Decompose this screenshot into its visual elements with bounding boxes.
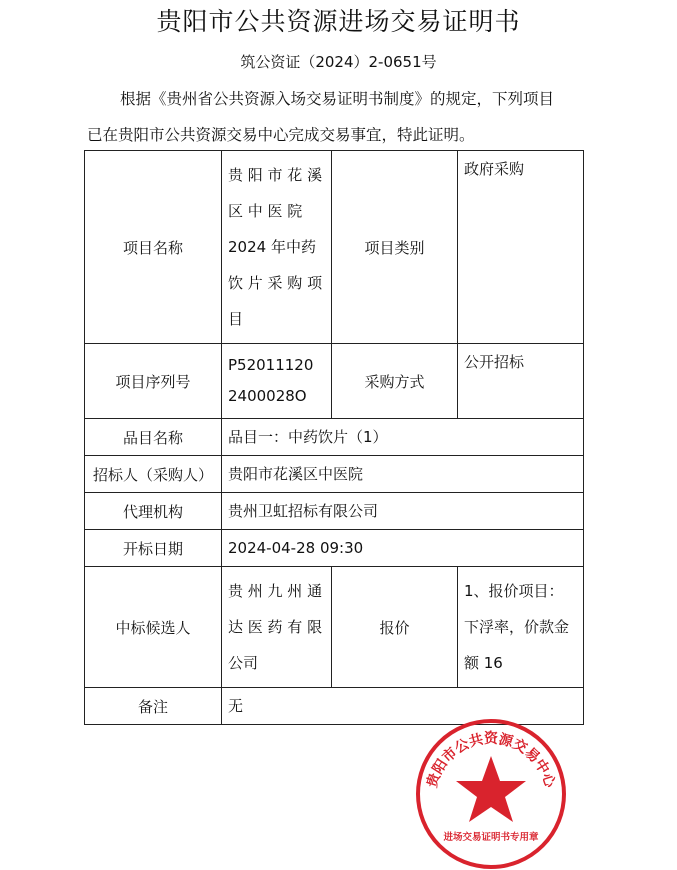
serial-line: P52011120: [228, 356, 314, 374]
agent-value: 贵州卫虹招标有限公司: [222, 493, 584, 530]
seal-ring-text: 贵阳市公共资源交易中心: [424, 731, 558, 790]
project-name-line: 饮 片 采 购 项: [228, 274, 323, 292]
open-date-label: 开标日期: [85, 530, 222, 567]
serial-line: 2400028O: [228, 387, 307, 405]
winner-line: 贵 州 九 州 通: [228, 582, 323, 600]
price-value: [458, 567, 584, 688]
tenderer-label: 招标人（采购人）: [85, 456, 222, 493]
item-label: 品目名称: [85, 419, 222, 456]
project-name-line: 目: [228, 310, 244, 328]
project-name-line: 区 中 医 院: [228, 202, 303, 220]
tenderer-value: 贵阳市花溪区中医院: [222, 456, 584, 493]
certificate-table: [84, 150, 584, 725]
serial-label: 项目序列号: [85, 344, 222, 419]
price-line: 1、报价项目：: [464, 582, 564, 600]
item-value: 品目一：中药饮片（1）: [222, 419, 584, 456]
project-name-line: 贵 阳 市 花 溪: [228, 166, 323, 184]
star-icon: [456, 756, 526, 822]
remark-label: 备注: [85, 688, 222, 725]
project-type-value: 政府采购: [458, 151, 584, 344]
winner-value: [222, 567, 332, 688]
project-type-label: 项目类别: [332, 151, 458, 344]
winner-line: 达 医 药 有 限: [228, 618, 323, 636]
agent-label: 代理机构: [85, 493, 222, 530]
winner-label: 中标候选人: [85, 567, 222, 688]
winner-line: 公司: [228, 654, 259, 672]
open-date-value: 2024-04-28 09:30: [222, 530, 584, 567]
table-row: [85, 493, 584, 530]
method-value: 公开招标: [458, 344, 584, 419]
project-name-value: [222, 151, 332, 344]
seal-bottom-text: 进场交易证明书专用章: [443, 832, 539, 843]
table-row: [85, 530, 584, 567]
price-line: 额 16: [464, 654, 503, 672]
table-row: [85, 567, 584, 688]
table-row: [85, 344, 584, 419]
official-seal: [415, 718, 567, 870]
table-row: [85, 151, 584, 344]
remark-value: 无: [222, 688, 584, 725]
document-title: 贵阳市公共资源进场交易证明书: [156, 7, 521, 36]
project-name-label: 项目名称: [85, 151, 222, 344]
serial-value: [222, 344, 332, 419]
intro-line-2: 已在贵阳市公共资源交易中心完成交易事宜，特此证明。: [87, 126, 475, 144]
method-label: 采购方式: [332, 344, 458, 419]
price-line: 下浮率，价款金: [464, 618, 570, 636]
table-row: [85, 419, 584, 456]
document-number: 筑公资证（2024）2-0651号: [240, 53, 437, 71]
table-row: [85, 456, 584, 493]
price-label: 报价: [332, 567, 458, 688]
intro-line-1: 根据《贵州省公共资源入场交易证明书制度》的规定，下列项目: [120, 90, 555, 108]
project-name-line: 2024 年中药: [228, 238, 316, 256]
